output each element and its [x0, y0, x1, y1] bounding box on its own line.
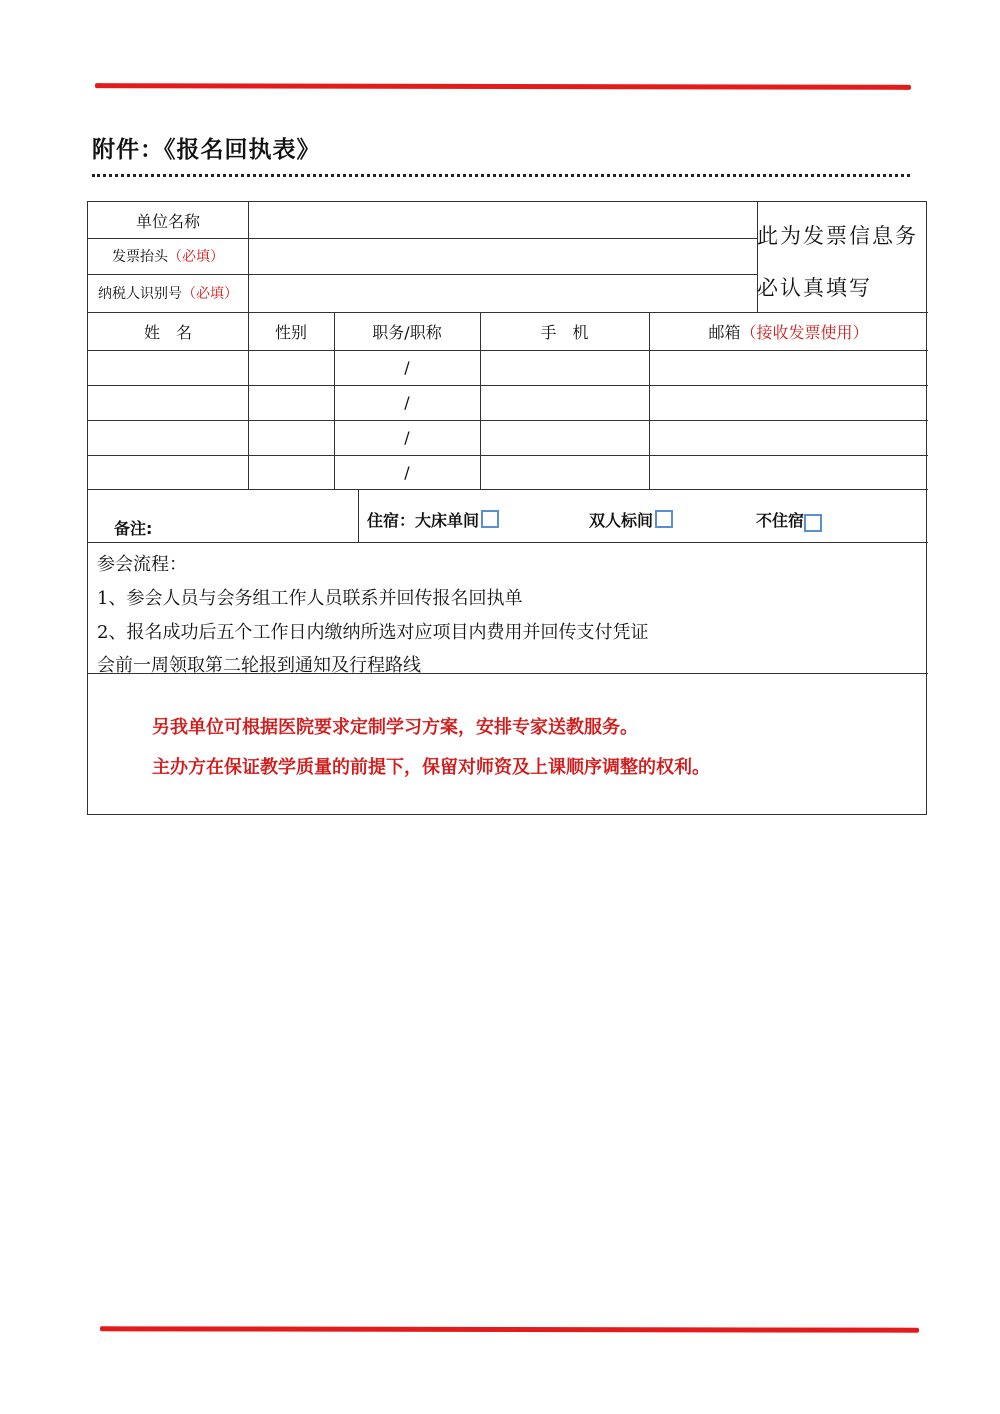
lodging-twin-label: 双人标间 — [589, 510, 654, 530]
column-header-gender: 性别 — [274, 322, 307, 342]
lodging-none-option[interactable] — [756, 502, 822, 536]
twin-room-checkbox[interactable] — [655, 510, 673, 528]
process-step-3: 会前一周领取第二轮报到通知及行程路线 — [97, 655, 421, 676]
column-header-email-cell — [649, 312, 928, 350]
attendee-mobile-input[interactable] — [480, 420, 649, 455]
attendee-gender-input[interactable] — [248, 385, 334, 420]
page-title: 附件：《报名回执表》 — [92, 137, 321, 163]
rule — [88, 489, 928, 490]
attendee-gender-input[interactable] — [248, 350, 334, 385]
unit-name-input[interactable] — [249, 202, 757, 238]
lodging-label: 住宿： — [367, 510, 416, 530]
attendee-name-input[interactable] — [88, 455, 248, 489]
column-header-position: 职务/职称 — [372, 322, 442, 342]
attendee-gender-input[interactable] — [248, 420, 334, 455]
attendee-position-input[interactable]: / — [404, 358, 410, 377]
attendee-name-input[interactable] — [88, 350, 248, 385]
rule — [88, 542, 928, 543]
attendee-email-input[interactable] — [649, 385, 928, 420]
notice-line-1: 另我单位可根据医院要求定制学习方案，安排专家送教服务。 — [152, 717, 638, 738]
lodging-none-label: 不住宿 — [756, 510, 805, 530]
top-red-rule — [95, 83, 911, 90]
attendee-email-input[interactable] — [649, 455, 928, 489]
rule — [358, 489, 359, 542]
dotted-divider — [92, 174, 910, 177]
taxpayer-id-input[interactable] — [249, 274, 757, 312]
no-lodging-checkbox[interactable] — [804, 514, 822, 532]
attendee-name-input[interactable] — [88, 420, 248, 455]
single-room-checkbox[interactable] — [481, 510, 499, 528]
lodging-single-label: 大床单间 — [415, 510, 480, 530]
required-mark: （必填） — [182, 286, 238, 302]
email-note: （接收发票使用） — [740, 322, 869, 342]
unit-name-label: 单位名称 — [135, 211, 200, 231]
attendee-position-input[interactable]: / — [404, 428, 410, 447]
taxpayer-id-label-cell — [88, 274, 248, 312]
column-header-mobile: 手 机 — [540, 322, 589, 342]
required-mark: （必填） — [168, 249, 224, 265]
taxpayer-id-label: 纳税人识别号 — [98, 286, 182, 302]
process-step-2: 2、报名成功后五个工作日内缴纳所选对应项目内费用并回传支付凭证 — [97, 622, 649, 643]
attendee-name-input[interactable] — [88, 385, 248, 420]
invoice-title-label-cell — [88, 238, 248, 274]
attendee-position-input[interactable]: / — [404, 393, 410, 412]
column-header-email: 邮箱 — [708, 322, 741, 342]
attendee-email-input[interactable] — [649, 420, 928, 455]
attendee-position-input[interactable]: / — [404, 462, 410, 482]
process-heading: 参会流程： — [97, 554, 187, 575]
attendee-mobile-input[interactable] — [480, 385, 649, 420]
attendee-mobile-input[interactable] — [480, 455, 649, 489]
remarks-label: 备注: — [114, 518, 153, 538]
attendee-gender-input[interactable] — [248, 455, 334, 489]
process-step-1: 1、参会人员与会务组工作人员联系并回传报名回执单 — [97, 588, 523, 609]
invoice-title-label: 发票抬头 — [112, 249, 168, 265]
column-header-name: 姓 名 — [143, 322, 192, 342]
registration-form-table — [87, 201, 927, 815]
invoice-note: 此为发票信息务必认真填写 — [757, 224, 918, 300]
bottom-red-rule — [100, 1326, 919, 1332]
notice-line-2: 主办方在保证教学质量的前提下，保留对师资及上课顺序调整的权利。 — [152, 757, 710, 778]
attendee-email-input[interactable] — [649, 350, 928, 385]
lodging-twin-option[interactable] — [589, 502, 673, 536]
invoice-title-input[interactable] — [249, 238, 757, 274]
lodging-single-option[interactable] — [367, 502, 499, 536]
attendee-mobile-input[interactable] — [480, 350, 649, 385]
